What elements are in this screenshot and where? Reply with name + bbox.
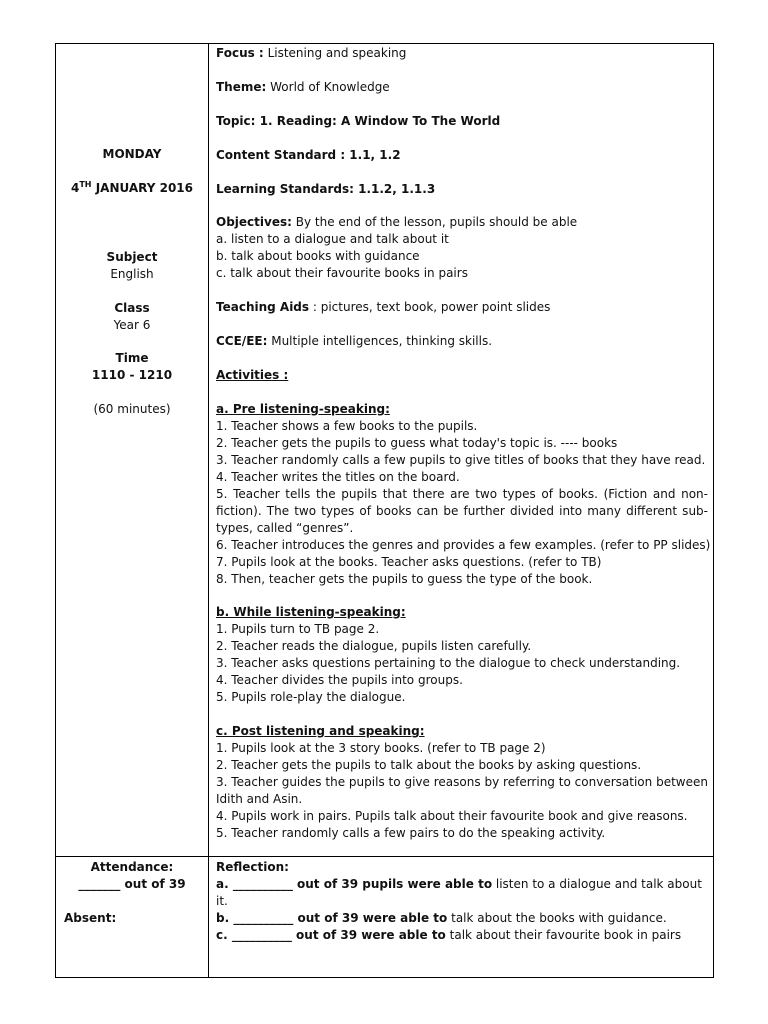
class-label: Class	[114, 301, 150, 315]
reflection-a-cont: it.	[216, 894, 228, 908]
time-value: 1110 - 1210	[91, 368, 173, 382]
activity-step: 1. Teacher shows a few books to the pupils.	[216, 419, 478, 433]
activity-step: 4. Teacher writes the titles on the board.	[216, 470, 460, 484]
reflection-b-text: talk about the books with guidance.	[451, 911, 667, 925]
subject-value: English	[110, 267, 154, 281]
objectives-intro: By the end of the lesson, pupils should be able	[295, 215, 578, 229]
while-listening-heading: b. While listening-speaking:	[216, 605, 406, 619]
activity-step: fiction). The two types of books can be further divided into many different sub-	[216, 504, 708, 518]
teaching-aids-value: : pictures, text book, power point slides	[312, 300, 551, 314]
reflection-b-count: b. __________ out of 39 were able to	[216, 911, 448, 925]
reflection-b	[216, 910, 667, 927]
focus-label: Focus :	[216, 46, 264, 60]
reflection-label: Reflection:	[216, 860, 289, 874]
objective-item: b. talk about books with guidance	[216, 249, 420, 263]
attendance-value: _______ out of 39	[78, 877, 186, 891]
focus-value: Listening and speaking	[267, 46, 407, 60]
content-standard-line: Content Standard : 1.1, 1.2	[216, 148, 401, 162]
activity-step: 6. Teacher introduces the genres and provides a few examples. (refer to PP slides)	[216, 538, 711, 552]
reflection-a-text: listen to a dialogue and talk about	[495, 877, 702, 891]
attendance-label: Attendance:	[90, 860, 174, 874]
objectives-label: Objectives:	[216, 215, 292, 229]
date-label	[56, 180, 208, 197]
reflection-c-count: c. __________ out of 39 were able to	[216, 928, 446, 942]
activity-step: types, called “genres”.	[216, 521, 354, 535]
theme-line	[216, 79, 390, 96]
teaching-aids-label: Teaching Aids	[216, 300, 310, 314]
objective-item: a. listen to a dialogue and talk about it	[216, 232, 449, 246]
theme-label: Theme:	[216, 80, 267, 94]
absent-label: Absent:	[64, 911, 117, 925]
date-suffix: TH	[79, 180, 92, 189]
activity-step: 3. Teacher asks questions pertaining to the dialogue to check understanding.	[216, 656, 681, 670]
reflection-c	[216, 927, 681, 944]
subject-label: Subject	[106, 250, 158, 264]
activities-title: Activities :	[216, 368, 289, 382]
post-listening-heading: c. Post listening and speaking:	[216, 724, 425, 738]
activity-step: 2. Teacher reads the dialogue, pupils listen carefully.	[216, 639, 532, 653]
activity-step: 2. Teacher gets the pupils to talk about the books by asking questions.	[216, 758, 642, 772]
cce-label: CCE/EE:	[216, 334, 268, 348]
theme-value: World of Knowledge	[270, 80, 390, 94]
row-divider	[56, 856, 713, 857]
activity-step: Idith and Asin.	[216, 792, 303, 806]
learning-standards-line: Learning Standards: 1.1.2, 1.1.3	[216, 182, 436, 196]
objectives-line	[216, 214, 577, 231]
date-month-year: JANUARY 2016	[95, 181, 193, 195]
reflection-c-text: talk about their favourite book in pairs	[449, 928, 682, 942]
activity-step: 5. Teacher tells the pupils that there are two types of books. (Fiction and non-	[216, 487, 708, 501]
activity-step: 5. Pupils role-play the dialogue.	[216, 690, 406, 704]
activity-step: 1. Pupils look at the 3 story books. (refer to TB page 2)	[216, 741, 546, 755]
pre-listening-heading: a. Pre listening-speaking:	[216, 402, 390, 416]
class-value: Year 6	[113, 318, 151, 332]
focus-line	[216, 45, 406, 62]
activity-step: 3. Teacher randomly calls a few pupils to give titles of books that they have read.	[216, 453, 706, 467]
activity-step: 4. Teacher divides the pupils into groups.	[216, 673, 463, 687]
reflection-a	[216, 876, 702, 893]
time-label: Time	[115, 351, 149, 365]
topic-line: Topic: 1. Reading: A Window To The World	[216, 114, 501, 128]
activity-step: 3. Teacher guides the pupils to give reasons by referring to conversation between	[216, 775, 708, 789]
activity-step: 8. Then, teacher gets the pupils to guess the type of the book.	[216, 572, 593, 586]
activity-step: 7. Pupils look at the books. Teacher asks questions. (refer to TB)	[216, 555, 602, 569]
teaching-aids-line	[216, 299, 550, 316]
lesson-plan-table	[55, 43, 714, 978]
activity-step: 4. Pupils work in pairs. Pupils talk about their favourite book and give reasons.	[216, 809, 688, 823]
cce-value: Multiple intelligences, thinking skills.	[271, 334, 493, 348]
activity-step: 5. Teacher randomly calls a few pairs to do the speaking activity.	[216, 826, 606, 840]
duration-value: (60 minutes)	[93, 402, 171, 416]
date-day: 4	[70, 181, 80, 195]
activity-step: 2. Teacher gets the pupils to guess what today's topic is. ---- books	[216, 436, 618, 450]
activity-step: 1. Pupils turn to TB page 2.	[216, 622, 380, 636]
day-label: MONDAY	[102, 147, 162, 161]
reflection-a-count: a. __________ out of 39 pupils were able to	[216, 877, 493, 891]
cce-line	[216, 333, 492, 350]
objective-item: c. talk about their favourite books in pairs	[216, 266, 468, 280]
column-divider	[208, 44, 209, 977]
